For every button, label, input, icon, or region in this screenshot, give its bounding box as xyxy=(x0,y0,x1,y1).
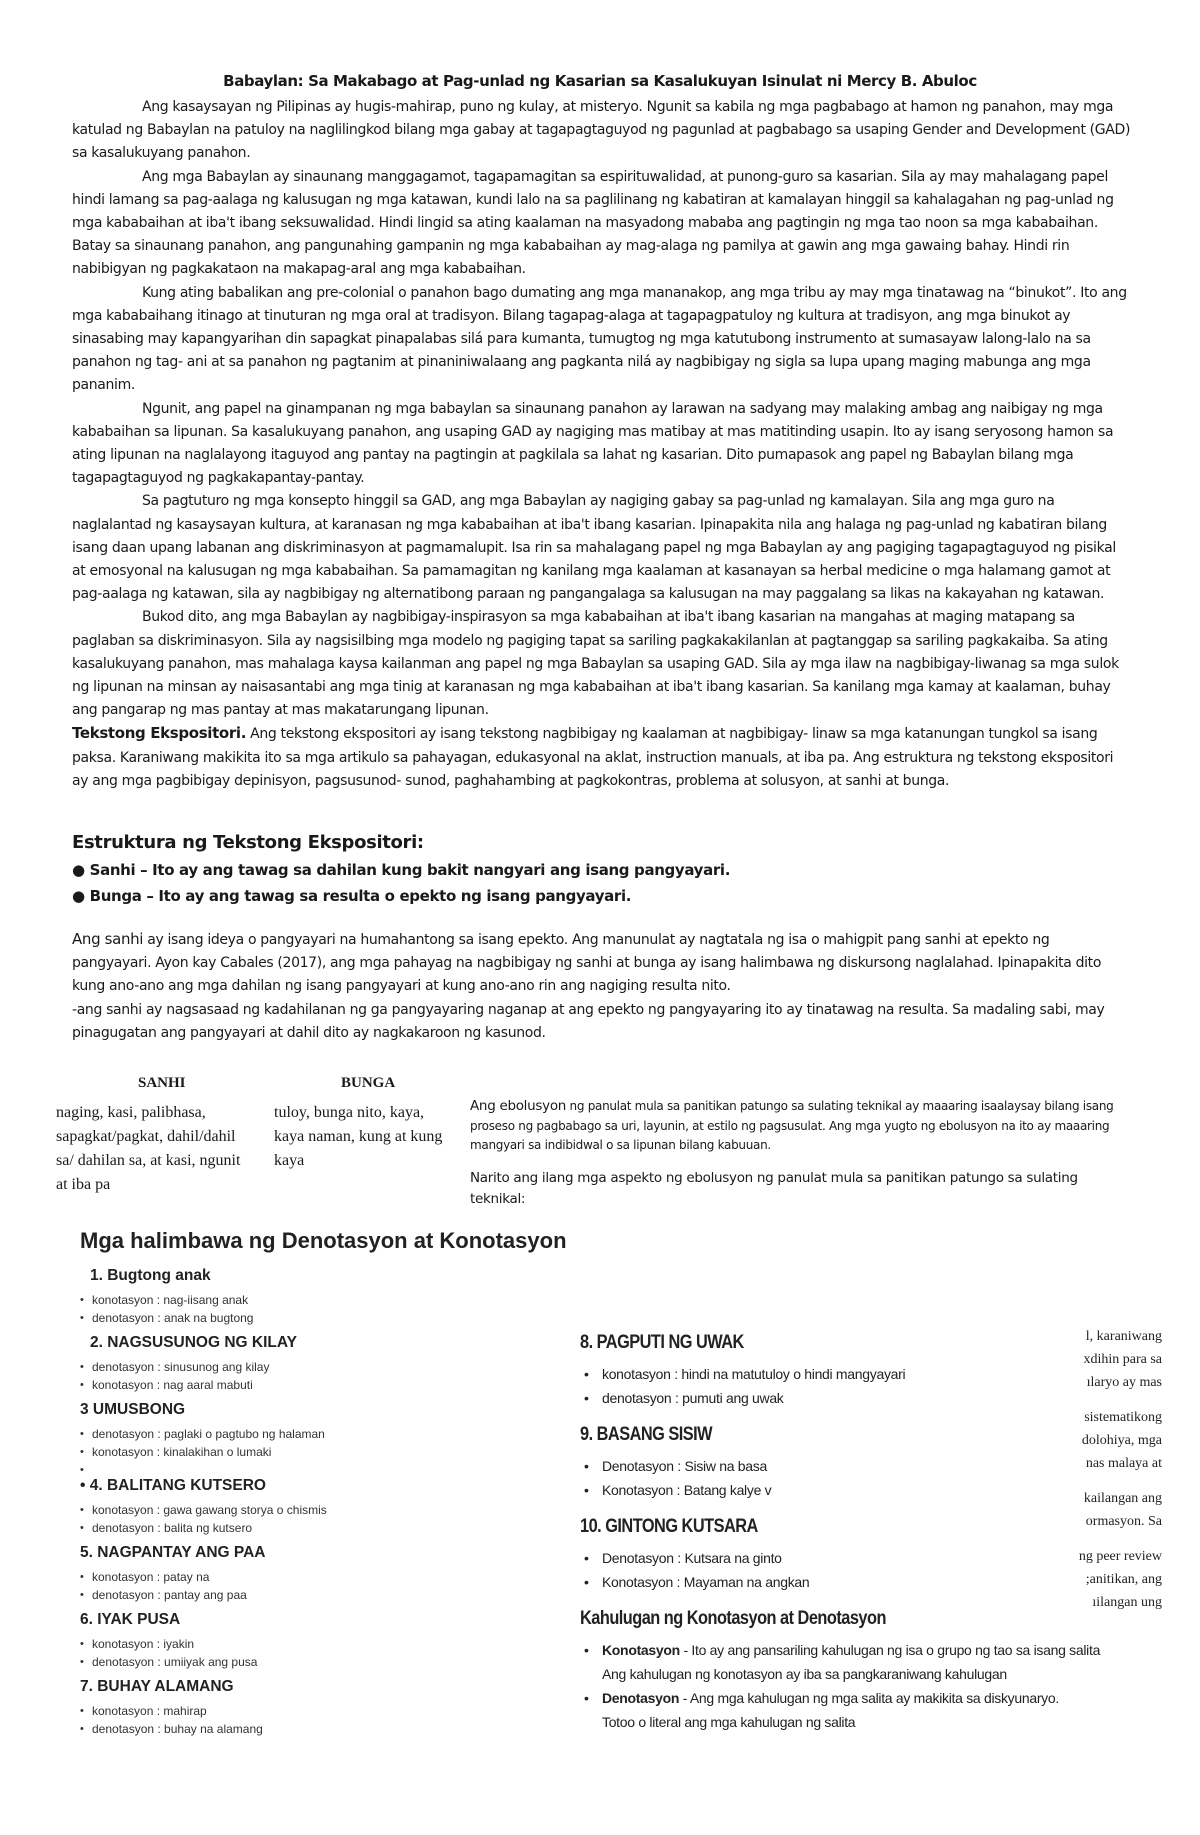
example-line: • konotasyon : kinalakihan o lumaki xyxy=(80,1443,540,1461)
example-title: 5. NAGPANTAY ANG PAA xyxy=(80,1544,266,1561)
example-line: • denotasyon : pumuti ang uwak xyxy=(580,1386,1110,1410)
edge-fragment: ;anitikan, ang xyxy=(1085,1572,1162,1587)
examples-left-column xyxy=(80,1260,540,1738)
edge-gap xyxy=(1070,1394,1162,1406)
edge-fragment: dolohiya, mga xyxy=(1081,1433,1162,1448)
edge-fragment: kailangan ang xyxy=(1083,1491,1162,1506)
example-line: • Konotasyon : Mayaman na angkan xyxy=(580,1570,1110,1594)
bunga-cell-line: tuloy, bunga nito, kaya, xyxy=(274,1104,425,1121)
konotasyon-definition xyxy=(580,1638,1110,1686)
edge-fragment: ıilangan ung xyxy=(1092,1595,1162,1610)
example-line: • konotasyon : nag aaral mabuti xyxy=(80,1376,540,1394)
tekstong-lead: Tekstong Ekspositori. xyxy=(72,724,247,743)
edge-fragment: ng peer review xyxy=(1078,1549,1162,1564)
sanhi-text xyxy=(72,928,1132,999)
bunga-definition: ● Bunga – Ito ay ang tawag sa resulta o epekto ng isang pangyayari. xyxy=(72,887,632,905)
paragraph: Ang kasaysayan ng Pilipinas ay hugis-mahirap, puno ng kulay, at misteryo. Ngunit sa kabila ng mga pagbabago at hamon ng panahon, may mga katulad ng Babaylan na patuloy na naglilingkod bilang mga gabay at tagapagtaguyod ng pagunlad at pagbabago sa usaping Gender and Development (GAD) sa kasalukuyang panahon. xyxy=(72,99,1131,162)
example-line: • denotasyon : umiiyak ang pusa xyxy=(80,1653,540,1671)
example-line: • konotasyon : mahirap xyxy=(80,1702,540,1720)
example-title: 3 UMUSBONG xyxy=(80,1401,186,1418)
ebolusyon-section xyxy=(470,1097,1130,1210)
example-title: • 4. BALITANG KUTSERO xyxy=(80,1477,266,1494)
example-title: 10. GINTONG KUTSARA xyxy=(580,1516,758,1537)
edge-gap xyxy=(1070,1475,1162,1487)
ebolusyon-lead: Ang ebolusyon xyxy=(470,1098,567,1114)
examples-right-column xyxy=(580,1318,1110,1734)
example-line: • denotasyon : buhay na alamang xyxy=(80,1720,540,1738)
edge-fragment: l, karaniwang xyxy=(1085,1329,1162,1344)
sanhi-column xyxy=(56,1101,266,1197)
example-title: 6. IYAK PUSA xyxy=(80,1611,181,1628)
denotasyon-konotasyon-title: Mga halimbawa ng Denotasyon at Konotasyon xyxy=(80,1228,567,1253)
denotasyon-text: - Ang mga kahulugan ng mga salita ay makikita sa diskyunaryo. xyxy=(679,1690,1059,1706)
tekstong-ekspositori-paragraph xyxy=(72,722,1132,793)
example-line: • Konotasyon : Batang kalye v xyxy=(580,1478,1110,1502)
example-title: 9. BASANG SISIW xyxy=(580,1424,713,1445)
edge-fragment: sistematikong xyxy=(1084,1410,1162,1425)
example-line: • denotasyon : balita ng kutsero xyxy=(80,1519,540,1537)
paragraph: Bukod dito, ang mga Babaylan ay nagbibigay-inspirasyon sa mga kababaihan at iba't ibang kasarian na mangahas at maging matapang sa paglaban sa diskriminasyon. Sila ay nagsisilbing mga modelo ng pagiging tapat sa sariling pagkakakilanlan at pagtanggap sa sariling pagkakaiba. Sa ating kasalukuyang panahon, mas mahalaga kaysa kailanman ang papel ng mga Babaylan sa usaping GAD. Sila ay mga ilaw na nagbibigay-liwanag sa mga sulok ng lipunan na minsan ay naisasantabi ang mga tinig at karanasan ng mga kababaihan at iba't ibang kasarian. Sa kanilang mga kamay at kaalaman, buhay ang pangarap ng mas pantay at mas makatarungang lipunan. xyxy=(72,609,1119,719)
example-line: • denotasyon : anak na bugtong xyxy=(80,1309,540,1327)
sanhi-line2: -ang sanhi ay nagsasaad ng kadahilanan ng ga pangyayaring naganap at ang epekto ng pangyayaring ito ay tinatawag na resulta. Sa madaling sabi, may pinagugatan ang pangyayari at dahil dito ay nagkakaroon ng kasunod. xyxy=(72,1001,1105,1041)
edge-fragment: ormasyon. Sa xyxy=(1085,1514,1162,1529)
example-title: 1. Bugtong anak xyxy=(90,1267,211,1284)
example-line: • konotasyon : hindi na matutuloy o hindi mangyayari xyxy=(580,1362,1110,1386)
sanhi-paragraph xyxy=(72,928,1132,1045)
ebolusyon-text xyxy=(470,1097,1130,1156)
paragraph: Ngunit, ang papel na ginampanan ng mga babaylan sa sinaunang panahon ay larawan na sadyang may malaking ambag ang naibigay ng mga kababaihan sa lipunan. Sa kasalukuyang panahon, ang usaping GAD ay nagiging mas matibay at mas matitinding usapin. Ito ay isang seryosong hamon sa ating lipunan na naglalayong itaguyod ang pantay na pagtingin at pagkilala sa lahat ng kasarian. Dito pumapasok ang papel ng Babaylan bilang mga tagapagtaguyod ng pagkakapantay-pantay. xyxy=(72,400,1114,487)
sanhi-body: ay isang ideya o pangyayari na humahantong sa isang epekto. Ang manunulat ay nagtatala ng isa o mahigpit pang sanhi at epekto ng pangyayari. Ayon kay Cabales (2017), ang mga pahayag na nagbibigay ng sanhi at bunga ay isang halimbawa ng diskursong naglalahad. Ipinapakita dito kung ano-ano ang mga dahilan ng isang pangyayari at kung ano-ano rin ang nagiging resulta nito. xyxy=(72,932,1102,995)
document-title: Babaylan: Sa Makabago at Pag-unlad ng Kasarian sa Kasalukuyan Isinulat ni Mercy B. Abuloc xyxy=(223,72,977,90)
paragraph: Kung ating babalikan ang pre-colonial o panahon bago dumating ang mga mananakop, ang mga tribu ay may mga tinatawag na “binukot”. Ito ang mga kababaihang itinago at tinuturan ng mga oral at tradisyon. Bilang tagapag-alaga at tagapagpatuloy ng kultura at tradisyon, ang mga binukot ay sinasabing may kapangyarihan din sapagkat pinapalabas silá para kumanta, tumugtog ng mga katutubong instrumento at sumasayaw lalong-lalo na sa panahon ng tag- ani at sa panahon ng pagtanim at pinaniniwalaang ang pagkanta nilá ay nagbibigay ng sigla sa lupa upang maging mabunga ang mga pananim. xyxy=(72,284,1127,394)
paragraph: Ang mga Babaylan ay sinaunang manggagamot, tagapamagitan sa espirituwalidad, at punong-guro sa kasarian. Sila ay may mahalagang papel hindi lamang sa pag-aalaga ng kalusugan ng mga katawan, kundi lalo na sa paglilinang ng kabatiran at kamalayan hinggil sa kahalagahan ng pag-unlad ng mga kababaihan at iba't ibang seksuwalidad. Hindi lingid sa ating kaalaman na masyadong mababa ang pagtingin ng mga tao noon sa mga kababaihan. Batay sa sinaunang panahon, ang pangunahing gampanin ng mga kababaihan ay mag-alaga ng pamilya at gawin ang mga gawaing bahay. Hindi rin nabibigyan ng pagkakataon na makapag-aral ang mga kababaihan. xyxy=(72,168,1114,278)
example-line: • denotasyon : pantay ang paa xyxy=(80,1586,540,1604)
example-line: • Denotasyon : Kutsara na ginto xyxy=(580,1546,1110,1570)
example-line-empty xyxy=(80,1461,540,1477)
bunga-column-header: BUNGA xyxy=(341,1075,396,1091)
example-title: 8. PAGPUTI NG UWAK xyxy=(580,1332,744,1353)
example-line: • konotasyon : nag-iisang anak xyxy=(80,1291,540,1309)
sanhi-cell-line: naging, kasi, palibhasa, xyxy=(56,1104,206,1121)
konotasyon-term: Konotasyon xyxy=(602,1642,680,1658)
example-title: 2. NAGSUSUNOG NG KILAY xyxy=(90,1334,297,1351)
kahulugan-title: Kahulugan ng Konotasyon at Denotasyon xyxy=(580,1608,886,1629)
example-line: • konotasyon : iyakin xyxy=(80,1635,540,1653)
edge-gap xyxy=(1070,1533,1162,1545)
estruktura-heading: Estruktura ng Tekstong Ekspositori: xyxy=(72,832,424,853)
paragraph: Sa pagtuturo ng mga konsepto hinggil sa GAD, ang mga Babaylan ay nagiging gabay sa pag-unlad ng kamalayan. Sila ang mga guro na naglalantad ng kasaysayan kultura, at karanasan ng mga kababaihan at iba't ibang kasarian. Ipinapakita nila ang halaga ng pag-unlad ng kabatiran bilang isang daan upang labanan ang diskriminasyon at pagmamalupit. Isa rin sa mahalagang papel ng mga Babaylan ay ang pagiging tagapagtaguyod ng pisikal at emosyonal na kalusugan ng mga kababaihan. Sa pamamagitan ng kanilang mga kaalaman at kasanayan sa herbal medicine o mga halamang gamot at pag-aalaga ng katawan, sila ay nagbibigay ng alternatibong paraan ng pangangalaga sa kalusugan na may paggalang sa likas na kakayahan ng katawan. xyxy=(72,493,1116,603)
ebolusyon-text2: Narito ang ilang mga aspekto ng ebolusyon ng panulat mula sa panitikan patungo sa sulating teknikal: xyxy=(470,1169,1078,1207)
konotasyon-text: - Ito ay ang pansariling kahulugan ng isa o grupo ng tao sa isang salita Ang kahulugan ng konotasyon ay iba sa pangkaraniwang kahulugan xyxy=(602,1642,1101,1682)
sanhi-cell-line: sa/ dahilan sa, at kasi, ngunit xyxy=(56,1152,241,1169)
sanhi-lead: Ang sanhi xyxy=(72,930,144,948)
denotasyon-text-cont: Totoo o literal ang mga kahulugan ng salita xyxy=(602,1714,856,1730)
article-body xyxy=(72,96,1132,793)
sanhi-cell-line: at iba pa xyxy=(56,1176,111,1193)
example-line: • Denotasyon : Sisiw na basa xyxy=(580,1454,1110,1478)
denotasyon-term: Denotasyon xyxy=(602,1690,680,1706)
example-line: • denotasyon : paglaki o pagtubo ng halaman xyxy=(80,1425,540,1443)
bunga-cell-line: kaya xyxy=(274,1152,305,1169)
bunga-column xyxy=(274,1101,454,1173)
edge-fragment: ılaryo ay mas xyxy=(1086,1375,1162,1390)
ebolusyon-body: ng panulat mula sa panitikan patungo sa sulating teknikal ay maaaring isaalaysay bilang isang proseso ng pagbabago sa uri, layunin, at estilo ng pagsusulat. Ang mga yugto ng ebolusyon na ito ay maaaring mangyari sa indibidwal o sa lipunan bilang kabuuan. xyxy=(470,1099,1114,1152)
sanhi-definition: ● Sanhi – Ito ay ang tawag sa dahilan kung bakit nangyari ang isang pangyayari. xyxy=(72,861,731,879)
tekstong-text: Ang tekstong ekspositori ay isang tekstong nagbibigay ng kaalaman at nagbibigay- linaw sa mga katanungan tungkol sa isang paksa. Karaniwang makikita ito sa mga artikulo sa pahayagan, edukasyonal na aklat, instruction manuals, at iba pa. Ang estruktura ng tekstong ekspositori ay ang mga pagbibigay depinisyon, pagsusunod- sunod, paghahambing at pagkokontras, problema at solusyon, at sanhi at bunga. xyxy=(72,726,1114,789)
cropped-edge-text xyxy=(1070,1325,1162,1614)
denotasyon-definition xyxy=(580,1686,1110,1734)
example-line: • konotasyon : patay na xyxy=(80,1568,540,1586)
example-line: • denotasyon : sinusunog ang kilay xyxy=(80,1358,540,1376)
example-title-text: 4. BALITANG KUTSERO xyxy=(89,1477,266,1494)
example-line: • konotasyon : gawa gawang storya o chismis xyxy=(80,1501,540,1519)
estruktura-section xyxy=(72,832,1132,909)
edge-fragment: nas malaya at xyxy=(1085,1456,1162,1471)
sanhi-cell-line: sapagkat/pagkat, dahil/dahil xyxy=(56,1128,236,1145)
bunga-cell-line: kaya naman, kung at kung xyxy=(274,1128,443,1145)
sanhi-column-header: SANHI xyxy=(138,1075,186,1091)
edge-fragment: xdihin para sa xyxy=(1083,1352,1162,1367)
example-title: 7. BUHAY ALAMANG xyxy=(80,1678,234,1695)
